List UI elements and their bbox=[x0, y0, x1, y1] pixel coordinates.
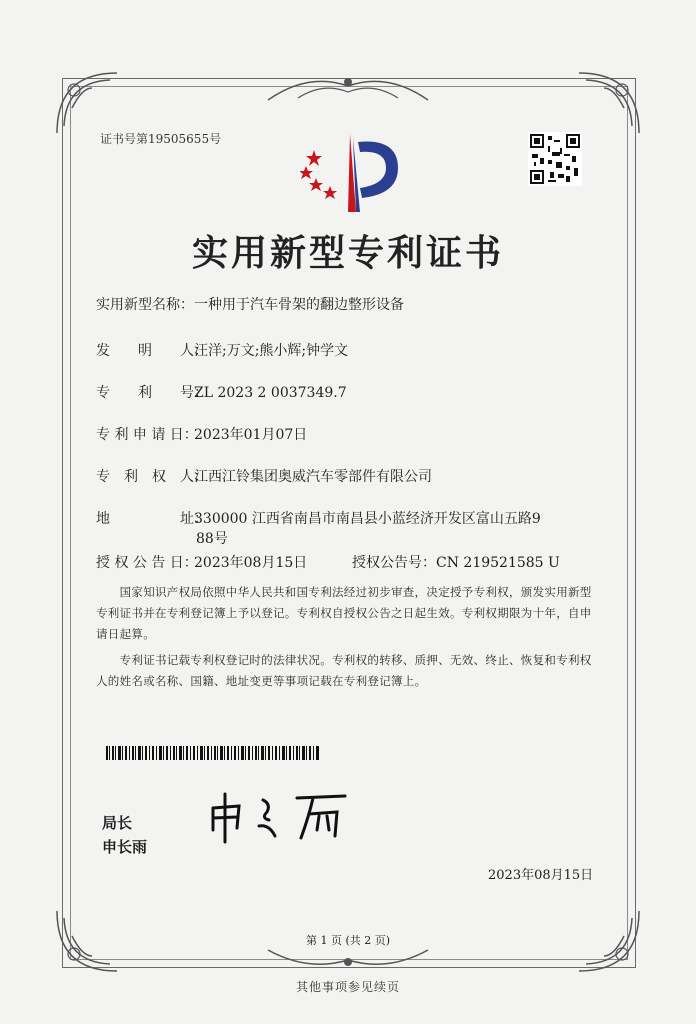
qr-code-icon bbox=[528, 132, 582, 186]
field-filing-date bbox=[96, 424, 307, 444]
top-ornament-icon bbox=[258, 70, 438, 106]
director-name: 申长雨 bbox=[102, 838, 148, 856]
field-grant-publication-number bbox=[352, 552, 560, 572]
bottom-ornament-icon bbox=[258, 946, 438, 974]
paragraph-line: 专利证书并在专利登记簿上予以登记。专利权自授权公告之日起生效。专利权期限为十年，自申 bbox=[96, 606, 592, 620]
page-number: 第 1 页 (共 2 页) bbox=[305, 934, 391, 947]
field-value: ZL 2023 2 0037349.7 bbox=[194, 385, 347, 401]
field-label: 实用新型名称： bbox=[96, 297, 194, 313]
field-value: 汪洋;万文;熊小辉;钟学文 bbox=[194, 343, 349, 359]
field-label: 授权公告号： bbox=[352, 555, 436, 571]
field-label: 专 利 权 人： bbox=[96, 469, 208, 485]
field-address bbox=[96, 508, 541, 528]
cnipa-logo-icon bbox=[300, 128, 410, 218]
director-title: 局长 bbox=[102, 814, 133, 832]
corner-ornament-icon bbox=[52, 68, 122, 138]
field-value: 江西江铃集团奥威汽车零部件有限公司 bbox=[194, 469, 432, 485]
certificate-title: 实用新型专利证书 bbox=[191, 232, 504, 274]
field-inventor bbox=[96, 340, 348, 360]
field-value: 一种用于汽车骨架的翻边整形设备 bbox=[194, 297, 404, 313]
field-label: 地 址： bbox=[96, 511, 208, 527]
corner-ornament-icon bbox=[574, 68, 644, 138]
signature-icon bbox=[205, 786, 365, 846]
footer-note: 其他事项参见续页 bbox=[295, 980, 400, 994]
paragraph-line: 专利证书记载专利权登记时的法律状况。专利权的转移、质押、无效、终止、恢复和专利权 bbox=[96, 653, 592, 667]
field-label: 专 利 号： bbox=[96, 385, 208, 401]
address-line-2: 88号 bbox=[196, 531, 228, 547]
field-label: 发 明 人： bbox=[96, 343, 208, 359]
paragraph-line: 人的姓名或名称、国籍、地址变更等事项记载在专利登记簿上。 bbox=[96, 674, 427, 688]
barcode-icon bbox=[106, 746, 320, 760]
paragraph-grant-statement bbox=[96, 582, 616, 645]
field-utility-model-name bbox=[96, 294, 404, 314]
field-patent-number bbox=[96, 382, 347, 402]
field-label: 授 权 公 告 日： bbox=[96, 555, 198, 571]
field-label: 专 利 申 请 日： bbox=[96, 427, 198, 443]
field-value: 2023年01月07日 bbox=[194, 427, 308, 443]
paragraph-legal-status bbox=[96, 650, 616, 692]
field-value: 330000 江西省南昌市南昌县小蓝经济开发区富山五路9 bbox=[194, 511, 541, 527]
paragraph-line: 请日起算。 bbox=[96, 627, 155, 641]
certificate-number: 证书号第19505655号 bbox=[100, 132, 222, 146]
field-patentee bbox=[96, 466, 432, 486]
paragraph-line: 国家知识产权局依照中华人民共和国专利法经过初步审查，决定授予专利权，颁发实用新型 bbox=[96, 585, 592, 599]
signature-date: 2023年08月15日 bbox=[488, 868, 594, 883]
field-grant-date bbox=[96, 552, 307, 572]
field-value: 2023年08月15日 bbox=[194, 555, 308, 571]
field-value: CN 219521585 U bbox=[436, 555, 560, 571]
